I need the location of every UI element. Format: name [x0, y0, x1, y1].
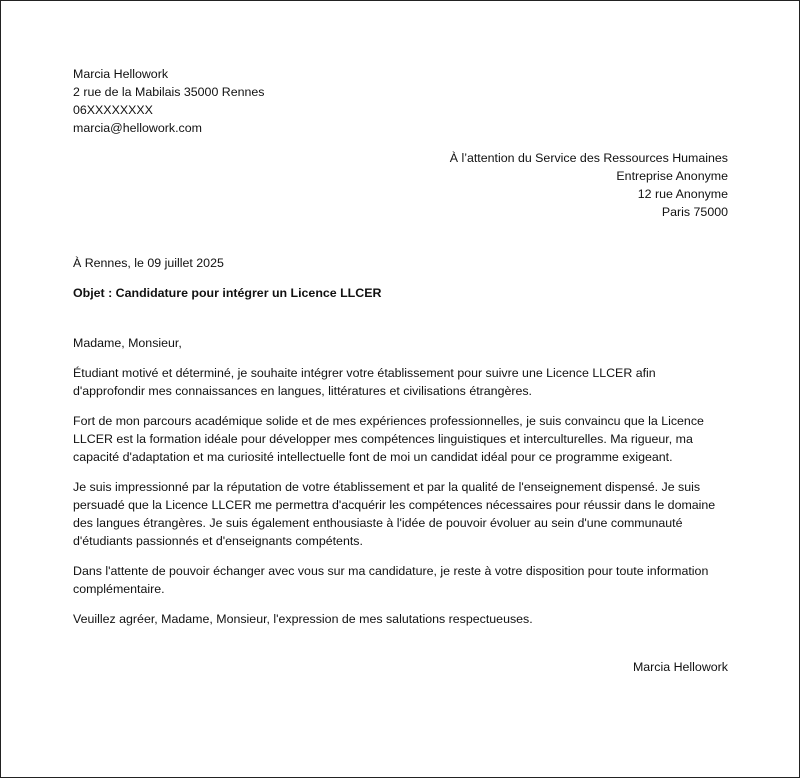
- sender-name: Marcia Hellowork: [73, 67, 169, 81]
- sender-email: marcia@hellowork.com: [73, 121, 202, 135]
- letter-content: [73, 65, 728, 676]
- closing-paragraph: Veuillez agréer, Madame, Monsieur, l'expression de mes salutations respectueuses.: [73, 612, 533, 626]
- recipient-block: [73, 149, 728, 221]
- body-paragraph-1: Étudiant motivé et déterminé, je souhaite intégrer votre établissement pour suivre une Licence LLCER afin d'approfondir mes connaissances en langues, littératures et civilisations étrangères.: [73, 366, 656, 398]
- subject-line: Objet : Candidature pour intégrer un Licence LLCER: [73, 286, 382, 300]
- body-paragraph-2: Fort de mon parcours académique solide et de mes expériences professionnelles, je suis convaincu que la Licence LLCER est la formation idéale pour développer mes compétences linguistiques et interculturelles. Ma rigueur, ma capacité d'adaptation et ma curiosité intellectuelle font de moi un candidat idéal pour ce programme exigeant.: [73, 414, 704, 464]
- recipient-company: Entreprise Anonyme: [616, 169, 728, 183]
- date-line: À Rennes, le 09 juillet 2025: [73, 256, 224, 270]
- body-paragraph-3: Je suis impressionné par la réputation de votre établissement et par la qualité de l'enseignement dispensé. Je suis persuadé que la Licence LLCER me permettra d'acquérir les compétences nécessaires pour réussir dans le domaine des langues étrangères. Je suis également enthousiaste à l'idée de pouvoir évoluer au sein d'une communauté d'étudiants passionnés et d'enseignants compétents.: [73, 480, 716, 548]
- salutation: Madame, Monsieur,: [73, 336, 182, 350]
- signature: Marcia Hellowork: [632, 660, 728, 674]
- sender-phone: 06XXXXXXXX: [73, 103, 153, 117]
- recipient-city: Paris 75000: [661, 205, 728, 219]
- sender-address: 2 rue de la Mabilais 35000 Rennes: [73, 85, 265, 99]
- recipient-street: 12 rue Anonyme: [637, 187, 728, 201]
- recipient-attention: À l’attention du Service des Ressources Humaines: [449, 151, 728, 165]
- body-paragraph-4: Dans l'attente de pouvoir échanger avec vous sur ma candidature, je reste à votre disposition pour toute information complémentaire.: [73, 564, 709, 596]
- sender-block: [73, 65, 728, 137]
